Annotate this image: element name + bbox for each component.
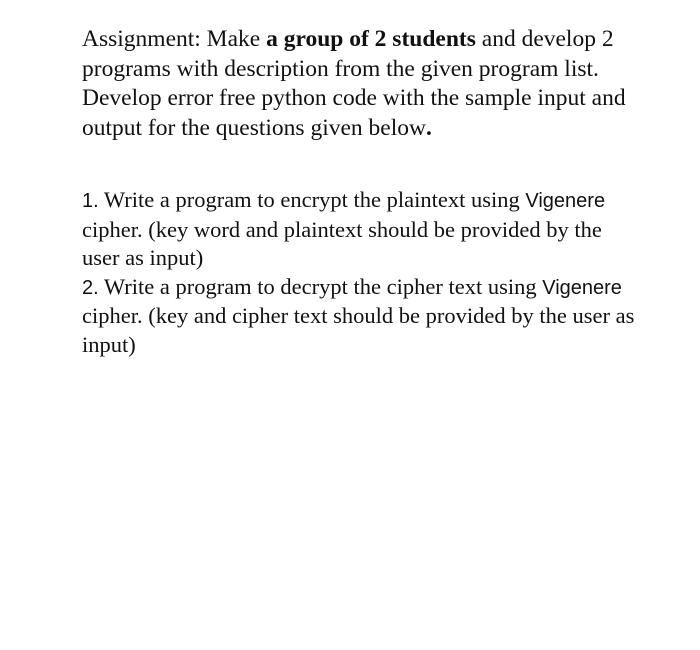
question-details: cipher. (key word and plaintext should be provided by the user as input) bbox=[82, 216, 602, 270]
cipher-name: Vigenere bbox=[525, 190, 606, 212]
question-item bbox=[82, 186, 642, 273]
question-number: 1. bbox=[82, 190, 99, 212]
question-number: 2. bbox=[82, 276, 99, 299]
question-list bbox=[82, 186, 642, 359]
question-details: cipher. (key and cipher text should be provided by the user as input) bbox=[82, 303, 635, 357]
question-text: Write a program to encrypt the plaintext using bbox=[103, 187, 520, 212]
assignment-bold-group: a group of 2 students bbox=[266, 26, 476, 52]
assignment-prefix: Assignment: Make bbox=[82, 26, 267, 52]
assignment-intro bbox=[82, 25, 642, 143]
cipher-name: Vigenere bbox=[542, 276, 622, 299]
assignment-end-period: . bbox=[425, 114, 432, 141]
question-item bbox=[82, 273, 642, 360]
assignment-description: and develop 2 programs with description from the given program list. Develop error free python code with the sample input and output for the questions given below bbox=[82, 26, 626, 141]
question-text: Write a program to decrypt the cipher text using bbox=[103, 273, 537, 299]
